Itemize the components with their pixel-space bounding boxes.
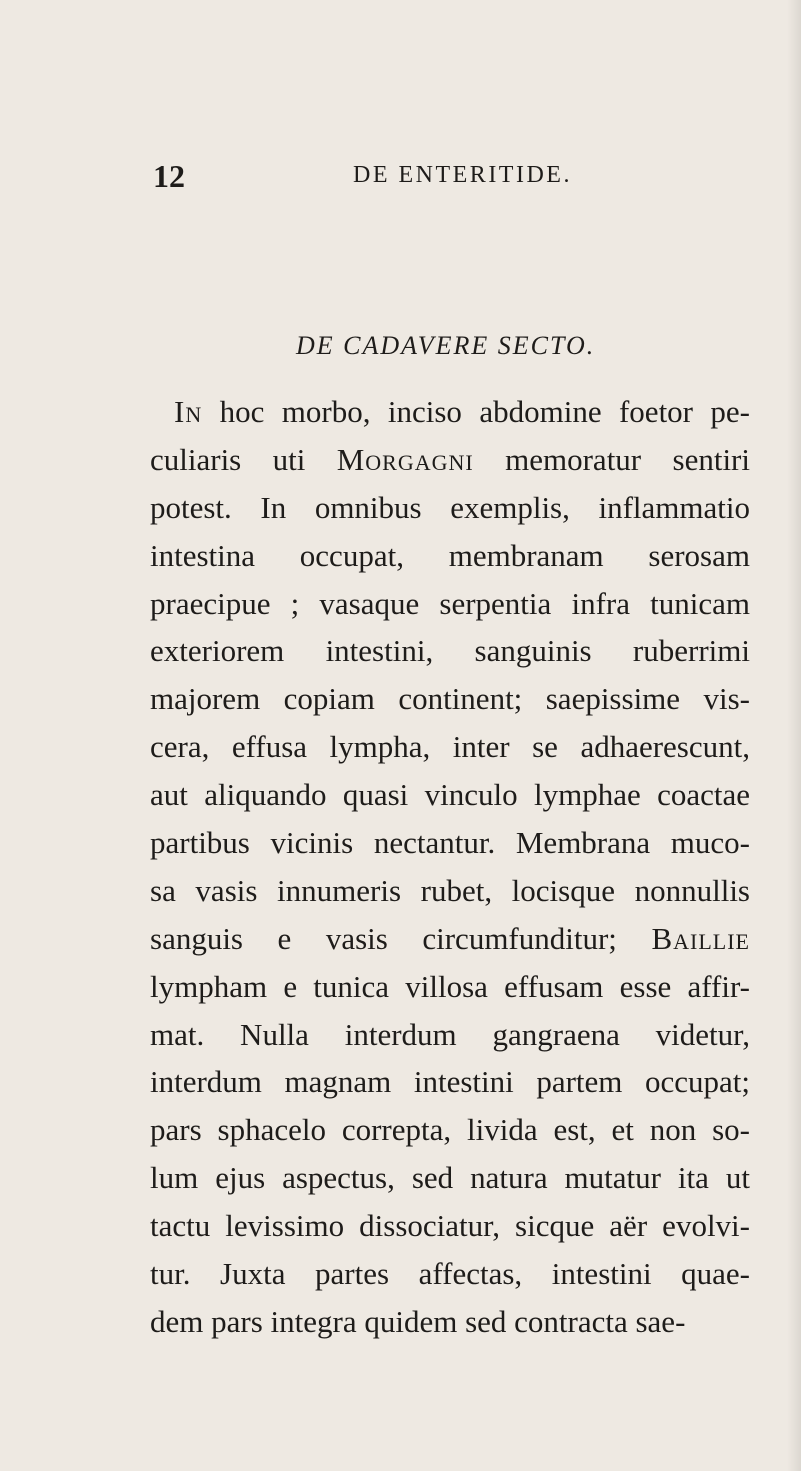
text-line: interdum magnam intestini partem occupat; (150, 1064, 750, 1100)
text-line: mat. Nulla interdum gangraena videtur, (150, 1016, 750, 1052)
text-line: culiaris uti Morgagni memoratur sentiri (150, 441, 750, 477)
text-line: partibus vicinis nectantur. Membrana muco- (150, 825, 750, 861)
text-line: sa vasis innumeris rubet, locisque nonnullis (150, 872, 750, 908)
text-line: sanguis e vasis circumfunditur; Baillie (150, 920, 750, 956)
text-line: cera, effusa lympha, inter se adhaerescunt, (150, 729, 750, 765)
text-line: pars sphacelo correpta, livida est, et non so- (150, 1112, 750, 1148)
page-edge-shadow (787, 0, 801, 1471)
text-line: intestina occupat, membranam serosam (150, 537, 750, 573)
page-number: 12 (153, 158, 185, 194)
text-line: exteriorem intestini, sanguinis ruberrimi (150, 633, 750, 669)
text-line: aut aliquando quasi vinculo lymphae coactae (150, 777, 750, 813)
text-line: tur. Juxta partes affectas, intestini quae- (150, 1256, 750, 1292)
body-text (150, 388, 750, 1346)
text-line: praecipue ; vasaque serpentia infra tunicam (150, 585, 750, 621)
text-line: lum ejus aspectus, sed natura mutatur ita ut (150, 1160, 750, 1196)
text-line: lympham e tunica villosa effusam esse affir- (150, 968, 750, 1004)
section-title: DE CADAVERE SECTO. (296, 331, 596, 360)
running-head: DE ENTERITIDE. (353, 162, 572, 188)
text-line: dem pars integra quidem sed contracta sae- (150, 1303, 686, 1339)
text-line: tactu levissimo dissociatur, sicque aër evolvi- (150, 1208, 750, 1244)
text-line: potest. In omnibus exemplis, inflammatio (150, 489, 750, 525)
text-line: majorem copiam continent; saepissime vis- (150, 681, 750, 717)
text-line: In hoc morbo, inciso abdomine foetor pe- (174, 394, 750, 429)
